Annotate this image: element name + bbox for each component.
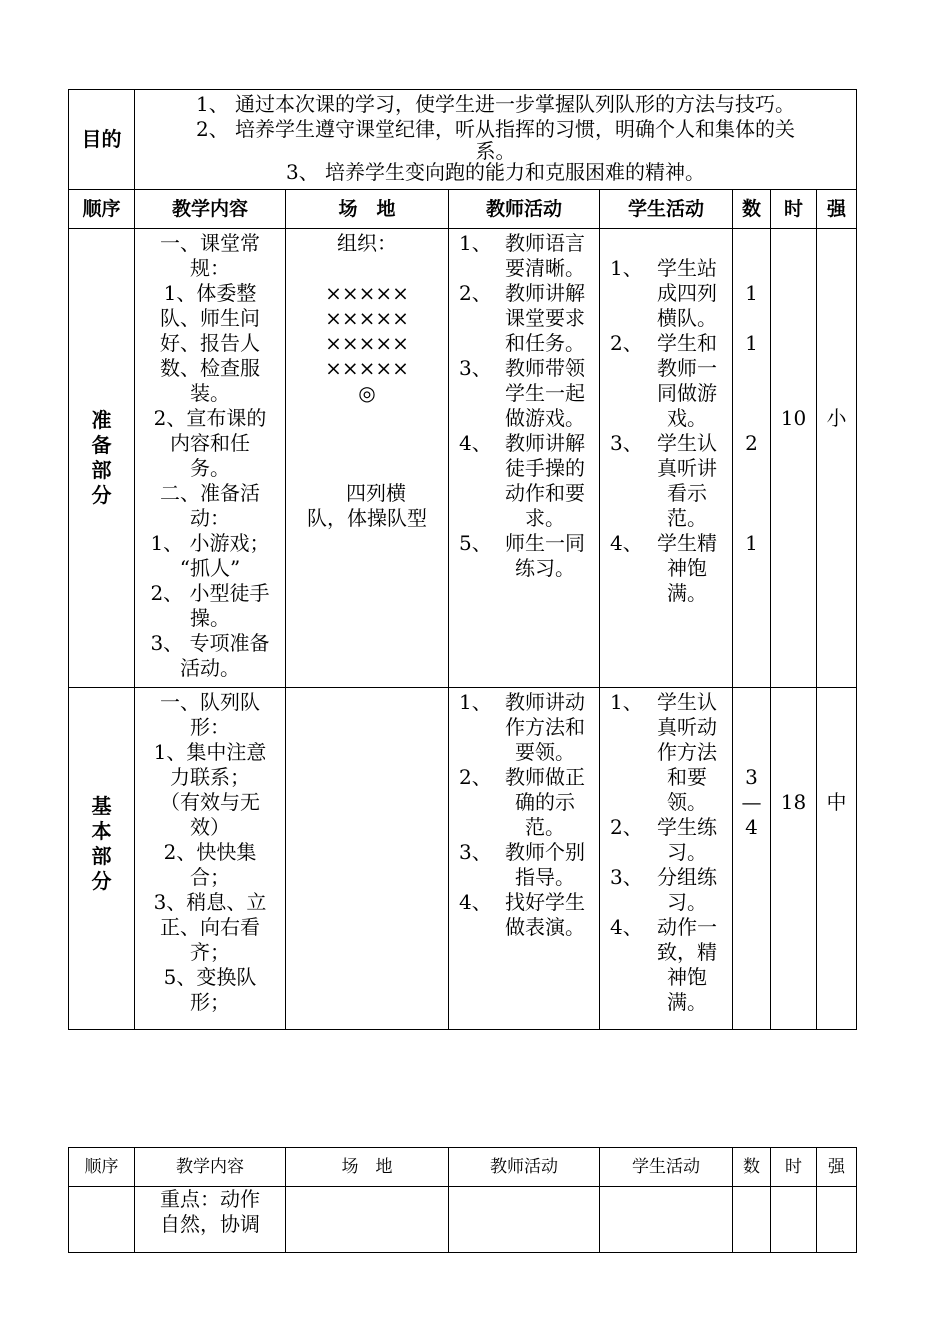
header-order: 顺序 bbox=[69, 190, 135, 229]
goal-line: 1、 通过本次课的学习，使学生进一步掌握队列队形的方法与技巧。 bbox=[195, 92, 796, 116]
goal-line: 2、 培养学生遵守课堂纪律，听从指挥的习惯，明确个人和集体的关 bbox=[195, 117, 796, 141]
lesson-plan-table bbox=[68, 89, 857, 1030]
basic-field bbox=[286, 688, 449, 1030]
basic-count: 3 — 4 bbox=[733, 688, 771, 1030]
empty-cell bbox=[600, 1187, 733, 1253]
lesson-plan-table-continued bbox=[68, 1147, 857, 1253]
header-field: 场 地 bbox=[286, 1148, 449, 1187]
formation-row: ××××× bbox=[325, 331, 409, 355]
prep-teacher: 1、 教师语言 要清晰。 2、 教师讲解 课堂要求 和任务。 3、 教师带领 学生一起 做游戏。 4、 教师讲解 徒手操的 动作和要 求。 5、 师生一同 练习。 bbox=[449, 229, 600, 688]
prep-row bbox=[69, 229, 857, 688]
header-row-2 bbox=[69, 1148, 857, 1187]
empty-cell bbox=[286, 1187, 449, 1253]
header-intensity: 强 bbox=[817, 190, 857, 229]
header-teacher: 教师活动 bbox=[449, 1148, 600, 1187]
basic-teacher: 1、 教师讲动 作方法和 要领。 2、 教师做正 确的示 范。 3、 教师个别 指导。 4、 找好学生 做表演。 bbox=[449, 688, 600, 1030]
header-student: 学生活动 bbox=[600, 190, 733, 229]
goal-content bbox=[135, 90, 857, 190]
empty-cell bbox=[449, 1187, 600, 1253]
empty-cell bbox=[69, 1187, 135, 1253]
prep-field bbox=[286, 229, 449, 688]
header-order: 顺序 bbox=[69, 1148, 135, 1187]
goal-line: 3、 培养学生变向跑的能力和克服困难的精神。 bbox=[285, 160, 706, 184]
key-point-row bbox=[69, 1187, 857, 1253]
formation-title: 组织： bbox=[337, 231, 397, 255]
empty-cell bbox=[771, 1187, 817, 1253]
key-point-content: 重点：动作 自然，协调 bbox=[135, 1187, 286, 1253]
header-student: 学生活动 bbox=[600, 1148, 733, 1187]
header-time: 时 bbox=[771, 1148, 817, 1187]
formation-caption: 队，体操队型 bbox=[307, 506, 427, 530]
formation-row: ××××× bbox=[325, 281, 409, 305]
teacher-position-icon: ◎ bbox=[358, 381, 376, 405]
basic-row bbox=[69, 688, 857, 1030]
header-teacher: 教师活动 bbox=[449, 190, 600, 229]
header-field: 场 地 bbox=[286, 190, 449, 229]
goal-line: 系。 bbox=[475, 139, 516, 163]
prep-content: 一、课堂常 规： 1、体委整 队、师生问 好、报告人 数、检查服 装。 2、宣布课的 内容和任 务。 二、准备活 动： 1、 小游戏； “抓人” 2、 小型徒手 操。 3、 专项准备 活动。 bbox=[135, 229, 286, 688]
header-content: 教学内容 bbox=[135, 1148, 286, 1187]
header-count: 数 bbox=[733, 1148, 771, 1187]
goal-label: 目的 bbox=[69, 90, 135, 190]
basic-content: 一、队列队 形： 1、集中注意 力联系； （有效与无 效） 2、快快集 合； 3、稍息、立 正、向右看 齐； 5、变换队 形； bbox=[135, 688, 286, 1030]
prep-label: 准 备 部 分 bbox=[69, 229, 135, 688]
header-time: 时 bbox=[771, 190, 817, 229]
prep-count: 1 1 2 1 bbox=[733, 229, 771, 688]
empty-cell bbox=[733, 1187, 771, 1253]
prep-intensity: 小 bbox=[817, 229, 857, 688]
header-row bbox=[69, 190, 857, 229]
basic-label: 基 本 部 分 bbox=[69, 688, 135, 1030]
header-intensity: 强 bbox=[817, 1148, 857, 1187]
basic-time: 18 bbox=[771, 688, 817, 1030]
prep-time: 10 bbox=[771, 229, 817, 688]
prep-student: 1、 学生站 成四列 横队。 2、 学生和 教师一 同做游 戏。 3、 学生认 真听讲 看示 范。 4、 学生精 神饱 满。 bbox=[600, 229, 733, 688]
formation-row: ××××× bbox=[325, 306, 409, 330]
basic-student: 1、 学生认 真听动 作方法 和要 领。 2、 学生练 习。 3、 分组练 习。 4、 动作一 致，精 神饱 满。 bbox=[600, 688, 733, 1030]
basic-intensity: 中 bbox=[817, 688, 857, 1030]
formation-row: ××××× bbox=[325, 356, 409, 380]
empty-cell bbox=[817, 1187, 857, 1253]
header-count: 数 bbox=[733, 190, 771, 229]
formation-caption: 四列横 bbox=[346, 481, 406, 505]
header-content: 教学内容 bbox=[135, 190, 286, 229]
